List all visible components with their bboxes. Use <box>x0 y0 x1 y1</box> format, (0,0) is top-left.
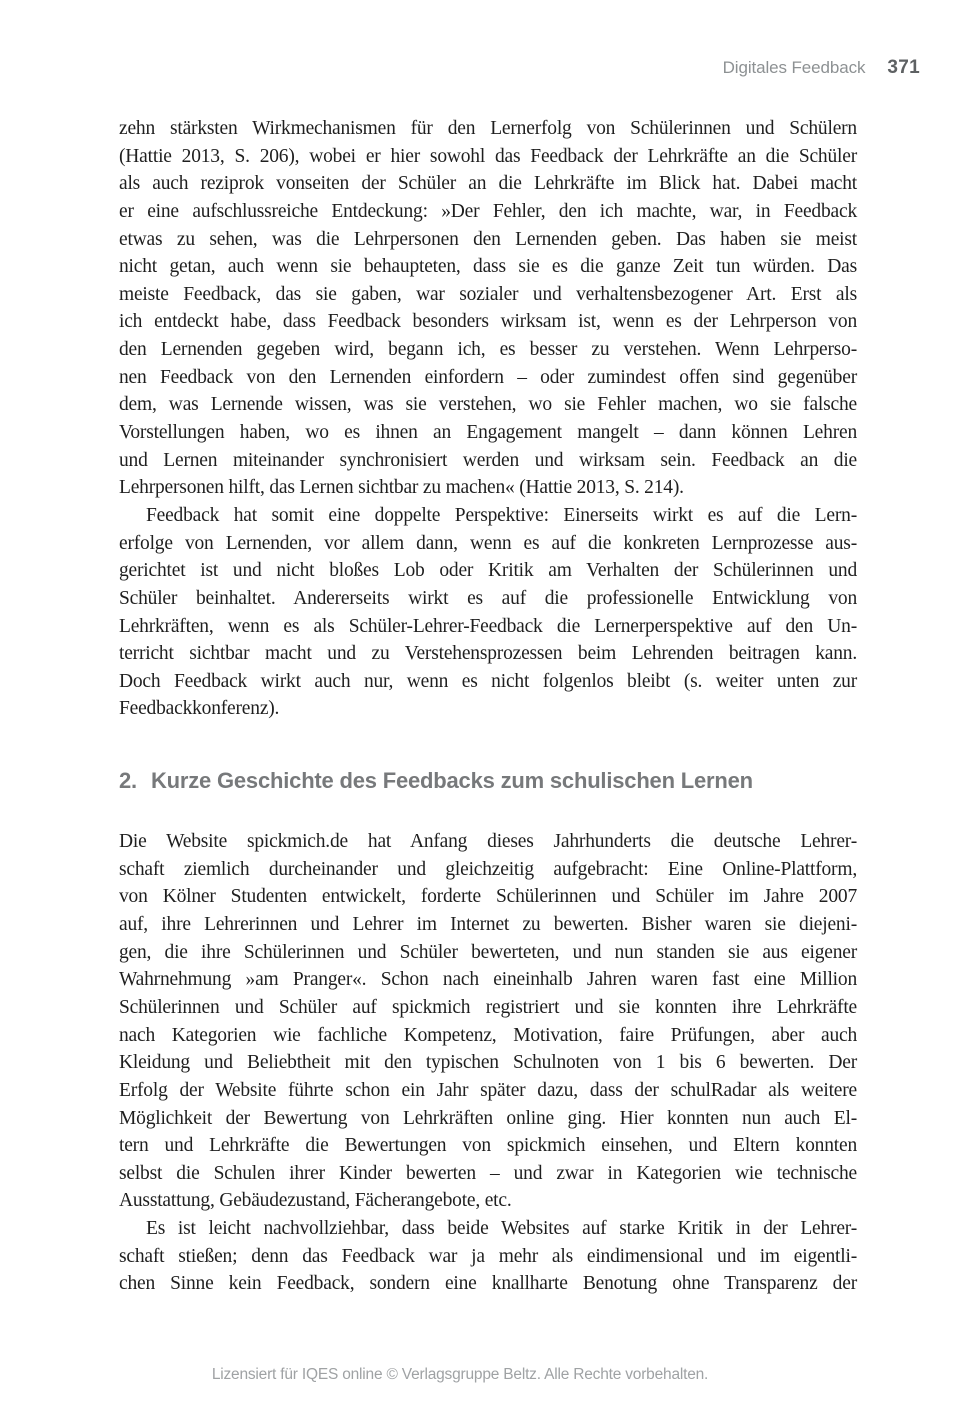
text-line: Die Website spickmich.de hat Anfang dieses Jahrhunderts die deutsche Lehrer- <box>119 831 857 853</box>
text-line: als auch reziprok vonseiten der Schüler an die Lehrkräfte im Blick hat. Dabei macht <box>119 173 857 195</box>
text-line: gen, die ihre Schülerinnen und Schüler bewerteten, und nun standen sie aus eigener <box>119 941 857 963</box>
license-text: Lizensiert für IQES online © Verlagsgruppe Beltz. Alle Rechte vorbehalten. <box>211 1366 709 1383</box>
text-line: Vorstellungen haben, wo es ihnen an Engagement mangelt – dann können Lehren <box>119 422 857 444</box>
running-head <box>119 57 920 79</box>
running-head-section-title: Digitales Feedback <box>722 58 866 77</box>
text-line: gerichtet ist und nicht bloßes Lob oder Kritik am Verhalten der Schülerinnen und <box>119 560 857 582</box>
text-line: den Lernenden gegeben wird, begann ich, es besser zu verstehen. Wenn Lehrperso- <box>119 339 857 361</box>
text-line: von Kölner Studenten entwickelt, forderte Schülerinnen und Schüler im Jahre 2007 <box>119 886 857 908</box>
text-line: meiste Feedback, das sie gaben, war sozialer und verhaltensbezogener Art. Erst als <box>119 283 857 305</box>
text-line: schaft ziemlich durcheinander und gleichzeitig aufgebracht: Eine Online-Plattform, <box>119 858 857 880</box>
text-line: (Hattie 2013, S. 206), wobei er hier sowohl das Feedback der Lehrkräfte an die Schüler <box>119 145 857 167</box>
text-line: Feedbackkonferenz). <box>119 698 280 720</box>
text-line: zehn stärksten Wirkmechanismen für den Lernerfolg von Schülerinnen und Schülern <box>119 118 857 139</box>
text-line: nicht getan, auch wenn sie behaupteten, dass sie es die ganze Zeit tun würden. Das <box>119 256 857 278</box>
paragraph <box>119 1215 857 1298</box>
text-line: Es ist leicht nachvollziehbar, dass beide Websites auf starke Kritik in der Lehrer- <box>146 1218 857 1240</box>
paragraph <box>119 828 857 1215</box>
text-line: Doch Feedback wirkt auch nur, wenn es nicht folgenlos bleibt (s. weiter unten zur <box>119 670 857 692</box>
text-line: tern und Lehrkräfte die Bewertungen von spickmich einsehen, und Eltern konnten <box>119 1135 857 1157</box>
text-line: nach Kategorien wie fachliche Kompetenz, Motivation, faire Prüfungen, aber auch <box>119 1024 857 1046</box>
text-line: Möglichkeit der Bewertung von Lehrkräften online ging. Hier konnten nun auch El- <box>119 1107 857 1129</box>
text-line: er eine aufschlussreiche Entdeckung: »Der Fehler, den ich machte, war, in Feedback <box>119 200 857 222</box>
text-line: erfolge von Lernenden, vor allem dann, wenn es auf die konkreten Lernprozesse aus- <box>119 532 857 554</box>
text-line: chen Sinne kein Feedback, sondern eine knallharte Benotung ohne Transparenz der <box>119 1273 857 1295</box>
text-line: Feedback hat somit eine doppelte Perspektive: Einerseits wirkt es auf die Lern- <box>146 504 857 526</box>
text-line: nen Feedback von den Lernenden einfordern – oder zumindest offen sind gegenüber <box>119 366 857 388</box>
paragraph <box>119 502 857 723</box>
text-line: Wahrnehmung »am Pranger«. Schon nach eineinhalb Jahren waren fast eine Million <box>119 969 857 991</box>
text-line: Kleidung und Beliebtheit mit den typischen Schulnoten von 1 bis 6 bewerten. Der <box>119 1052 857 1074</box>
section-heading-title: Kurze Geschichte des Feedbacks zum schulischen Lernen <box>150 768 753 794</box>
page-number: 371 <box>887 57 920 78</box>
text-line: Erfolg der Website führte schon ein Jahr später dazu, dass der schulRadar als weitere <box>119 1079 857 1101</box>
text-line: schaft stießen; denn das Feedback war ja mehr als eindimensional und im eigentli- <box>119 1245 857 1267</box>
body-text <box>119 115 857 1298</box>
text-line: Schüler beinhaltet. Andererseits wirkt es auf die professionelle Entwicklung von <box>119 587 857 609</box>
footer <box>0 1366 920 1384</box>
text-line: Schülerinnen und Schüler auf spickmich registriert und sie konnten ihre Lehrkräfte <box>119 996 857 1018</box>
text-line: und Lernen miteinander synchronisiert werden und wirksam sein. Feedback an die <box>119 449 857 471</box>
text-line: auf, ihre Lehrerinnen und Lehrer im Internet zu bewerten. Bisher waren sie diejeni- <box>119 914 857 936</box>
text-line: Lehrpersonen hilft, das Lernen sichtbar zu machen« (Hattie 2013, S. 214). <box>119 477 684 499</box>
text-line: selbst die Schulen ihrer Kinder bewerten – und zwar in Kategorien wie technische <box>119 1162 857 1184</box>
section-heading-number: 2. <box>119 768 137 794</box>
text-line: terricht sichtbar macht und zu Verstehensprozessen beim Lehrenden beitragen kann. <box>119 643 857 665</box>
section-heading <box>119 766 857 795</box>
text-line: etwas zu sehen, was die Lehrpersonen den Lernenden geben. Das haben sie meist <box>119 228 857 250</box>
text-line: ich entdeckt habe, dass Feedback besonders wirksam ist, wenn es der Lehrperson von <box>119 311 857 333</box>
text-line: dem, was Lernende wissen, was sie verstehen, wo sie Fehler machen, wo sie falsche <box>119 394 857 416</box>
text-line: Ausstattung, Gebäudezustand, Fächerangebote, etc. <box>119 1190 512 1212</box>
text-line: Lehrkräften, wenn es als Schüler-Lehrer-Feedback die Lernerperspektive auf den Un- <box>119 615 857 637</box>
paragraph <box>119 115 857 502</box>
